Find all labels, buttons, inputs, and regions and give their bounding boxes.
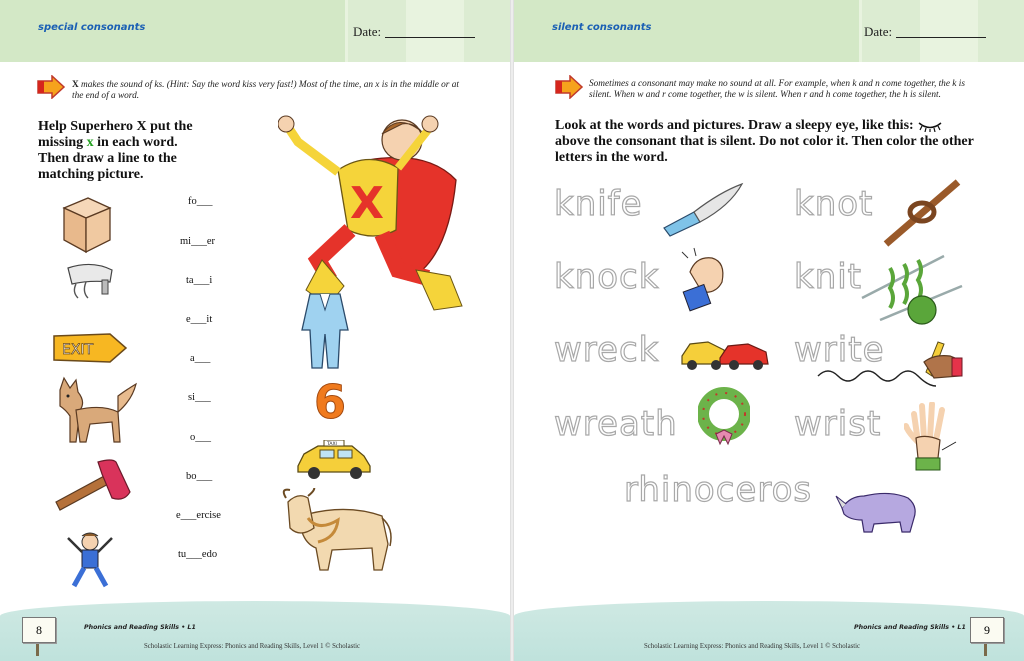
car-wreck-icon [680, 334, 770, 374]
word-wreck[interactable]: wreck [554, 330, 660, 370]
word-rhinoceros[interactable]: rhinoceros [624, 470, 813, 510]
knitting-icon [860, 250, 964, 330]
word-wreath[interactable]: wreath [554, 404, 678, 444]
exit-sign-icon [52, 330, 128, 366]
word-knit[interactable]: knit [794, 257, 863, 297]
wreath-icon [698, 386, 750, 448]
left-page [0, 0, 510, 661]
left-section-title: special consonants [38, 22, 146, 33]
mixer-icon [62, 262, 116, 302]
arrow-icon [36, 75, 66, 99]
word-exit[interactable]: e___it [186, 314, 213, 325]
word-ax[interactable]: a___ [190, 353, 211, 364]
svg-text:TAXI: TAXI [327, 442, 337, 447]
sleepy-eye-icon [917, 120, 943, 132]
left-heading: Help Superhero X put the missing x in each word. Then draw a line to the matching picture. [38, 119, 193, 182]
rhinoceros-icon [834, 484, 920, 534]
word-write[interactable]: write [794, 330, 885, 370]
knot-icon [882, 178, 962, 248]
taxi-icon [294, 440, 374, 482]
number-six-icon [312, 376, 346, 422]
word-fox[interactable]: fo___ [188, 196, 213, 207]
right-footer [514, 601, 1024, 661]
ox-icon [278, 488, 396, 572]
right-credit: Scholastic Learning Express: Phonics and Reading Skills, Level 1 © Scholastic [644, 643, 861, 650]
left-footer-label: Phonics and Reading Skills • L1 [84, 624, 196, 631]
right-footer-label: Phonics and Reading Skills • L1 [854, 624, 966, 631]
word-box[interactable]: bo___ [186, 471, 213, 482]
axe-icon [50, 456, 134, 512]
left-page-number: 8 [22, 617, 56, 643]
box-icon [58, 194, 114, 256]
writing-hand-icon [814, 336, 964, 398]
svg-text:6: 6 [314, 376, 346, 422]
superhero-x-icon [278, 110, 468, 320]
right-instruction: Sometimes a consonant may make no sound at all. For example, when k and n come together, the k is silent. When w and r come together, the w is silent. When r and h come together, the h is silent. [589, 79, 965, 100]
word-mixer[interactable]: mi___er [180, 236, 215, 247]
right-page-number: 9 [970, 617, 1004, 643]
right-page [514, 0, 1024, 661]
right-date-line[interactable] [896, 37, 986, 38]
svg-text:X: X [350, 178, 384, 229]
knocking-hand-icon [676, 246, 732, 312]
word-exercise[interactable]: e___ercise [176, 510, 221, 521]
word-tuxedo[interactable]: tu___edo [178, 549, 218, 560]
word-six[interactable]: si___ [188, 392, 211, 403]
right-heading: Look at the words and pictures. Draw a sleepy eye, like this: above the consonant that is silent. Do not color it. Then color the other letters in the word. [555, 118, 974, 165]
left-credit: Scholastic Learning Express: Phonics and Reading Skills, Level 1 © Scholastic [144, 643, 361, 650]
left-date-line[interactable] [385, 37, 475, 38]
word-ox[interactable]: o___ [190, 432, 211, 443]
fox-icon [46, 376, 140, 446]
word-knot[interactable]: knot [794, 184, 874, 224]
exercise-kid-icon [62, 528, 118, 590]
svg-text:EXIT: EXIT [62, 342, 94, 358]
left-instruction: X makes the sound of ks. (Hint: Say the word kiss very fast!) Most of the time, an x is in the middle or at the end of a word. [72, 80, 459, 101]
word-knock[interactable]: knock [554, 257, 660, 297]
left-date-label: Date: [353, 24, 382, 39]
green-x-letter: x [86, 135, 94, 150]
knife-icon [660, 182, 746, 238]
left-footer [0, 601, 510, 661]
word-taxi[interactable]: ta___i [186, 275, 213, 286]
arrow-icon [554, 75, 584, 99]
right-section-title: silent consonants [552, 22, 652, 33]
wrist-hand-icon [904, 402, 958, 474]
word-knife[interactable]: knife [554, 184, 643, 224]
right-date-label: Date: [864, 24, 893, 39]
word-wrist[interactable]: wrist [794, 404, 882, 444]
tuxedo-icon [300, 290, 350, 370]
